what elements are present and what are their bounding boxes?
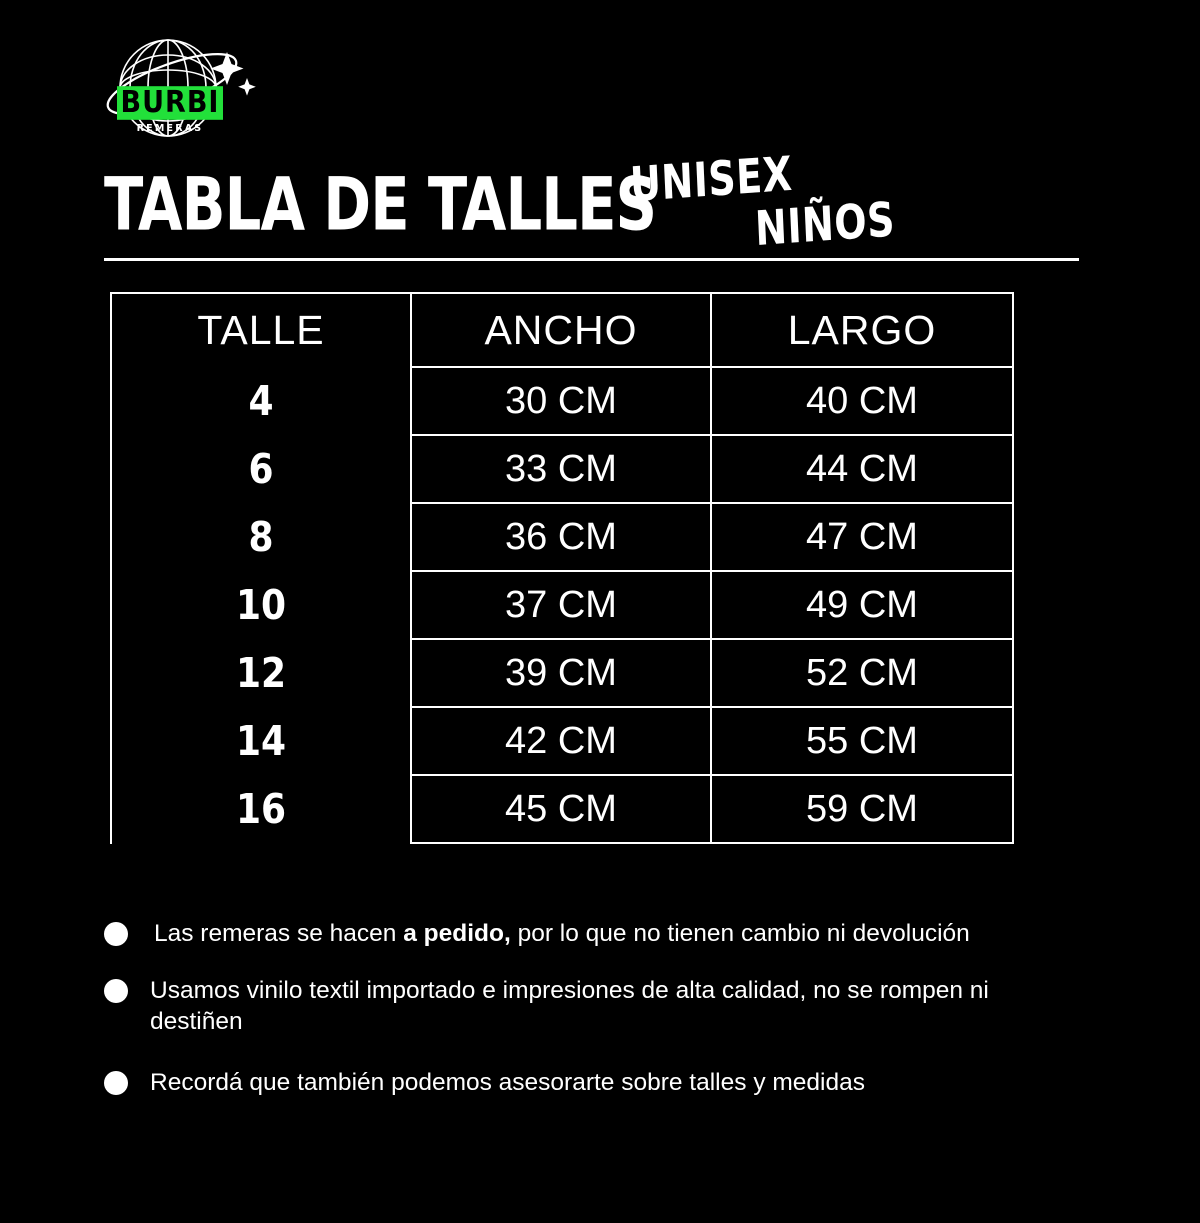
page-title-main: TABLA DE TALLES: [104, 160, 657, 248]
cell-largo: 44 CM: [711, 435, 1013, 503]
brand-tagline: REMERAS: [136, 123, 204, 134]
cell-ancho: 37 CM: [411, 571, 711, 639]
note-text-strong: a pedido,: [403, 920, 511, 947]
page-title: [104, 146, 1094, 260]
table-row: [111, 639, 1013, 707]
cell-talle: 14: [111, 702, 411, 780]
cell-talle: 16: [111, 770, 411, 848]
note-text-pre: Las remeras se hacen: [154, 920, 404, 947]
note-text-pre: Recordá que también podemos asesorarte sobre talles y medidas: [150, 1069, 865, 1096]
table-row: [111, 707, 1013, 775]
cell-talle: 8: [111, 498, 411, 576]
brand-name: BURBI: [117, 86, 224, 120]
cell-talle: 10: [111, 566, 411, 644]
cell-largo: 52 CM: [711, 639, 1013, 707]
column-header-talle: TALLE: [111, 293, 411, 367]
list-item: [104, 975, 1104, 1037]
brand-logo: [86, 26, 266, 148]
cell-largo: 47 CM: [711, 503, 1013, 571]
title-divider: [104, 258, 1079, 261]
note-text-post: por lo que no tienen cambio ni devolución: [510, 920, 970, 947]
cell-ancho: 45 CM: [411, 775, 711, 843]
note-text: [150, 1067, 865, 1098]
cell-ancho: 36 CM: [411, 503, 711, 571]
cell-ancho: 30 CM: [411, 367, 711, 435]
bullet-icon: [104, 922, 128, 946]
table-row: [111, 503, 1013, 571]
column-header-largo: LARGO: [711, 293, 1013, 367]
column-header-ancho: ANCHO: [411, 293, 711, 367]
cell-largo: 49 CM: [711, 571, 1013, 639]
page-title-badge-ninos: NIÑOS: [753, 191, 897, 257]
notes-list: [104, 918, 1104, 1124]
table-row: [111, 435, 1013, 503]
note-text: [150, 975, 1050, 1037]
page-title-badge-unisex: UNISEX: [628, 146, 794, 213]
bullet-icon: [104, 1071, 128, 1095]
cell-largo: 59 CM: [711, 775, 1013, 843]
cell-ancho: 33 CM: [411, 435, 711, 503]
size-chart-table: [110, 292, 1014, 844]
table-row: [111, 775, 1013, 843]
cell-ancho: 39 CM: [411, 639, 711, 707]
table-row: [111, 571, 1013, 639]
cell-largo: 55 CM: [711, 707, 1013, 775]
cell-talle: 6: [111, 430, 411, 508]
cell-talle: 4: [111, 362, 411, 440]
brand-logo-text: [114, 85, 226, 134]
cell-ancho: 42 CM: [411, 707, 711, 775]
cell-largo: 40 CM: [711, 367, 1013, 435]
note-text: [150, 918, 970, 949]
bullet-icon: [104, 979, 128, 1003]
note-text-pre: Usamos vinilo textil importado e impresiones de alta calidad, no se rompen ni destiñen: [150, 977, 989, 1035]
cell-talle: 12: [111, 634, 411, 712]
table-header-row: [111, 293, 1013, 367]
table-row: [111, 367, 1013, 435]
list-item: [104, 1067, 1104, 1098]
list-item: [104, 918, 1104, 949]
